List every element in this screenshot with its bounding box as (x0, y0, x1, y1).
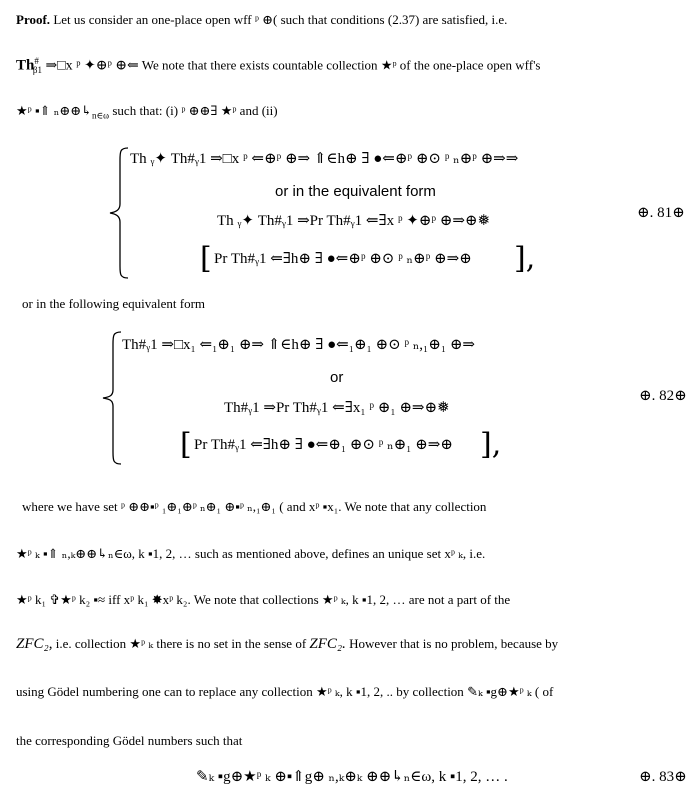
formula: ZFC₂, (16, 636, 53, 652)
formula: ★ᵖ ₖ (129, 636, 154, 651)
eq282-row4: Pr Th#ᵧ1 ⇐∃h⊕ ∃ ●⇐⊕₁ ⊕⊙ ᵖ ₙ⊕₁ ⊕⇒⊕ (194, 437, 453, 453)
equation-number-282: ⊕. 82⊕ (639, 388, 687, 404)
proof-line-1: Proof. Let us consider an one-place open wff ᵖ ⊕( such that conditions (2.37) are satisfied, i.e. (16, 12, 508, 27)
formula: ✎ₖ ▪g⊕★ᵖ ₖ ( (467, 684, 540, 699)
formula: ★ᵖ ₖ, k ▪1, 2, .. (315, 684, 394, 699)
bracket-close-281: ], (514, 241, 536, 276)
formula: ★ᵖ ₖ ▪⇑ ₙ,ₖ⊕⊕↳ₙ∈ω, k ▪1, 2, … (16, 546, 192, 561)
proof-label: Proof. (16, 12, 51, 27)
eq281-row4: Pr Th#ᵧ1 ⇐∃h⊕ ∃ ●⇐⊕ᵖ ⊕⊙ ᵖ ₙ⊕ᵖ ⊕⇒⊕ (214, 251, 472, 267)
eq281-row3: Th ᵧ✦ Th#ᵧ1 ⇒Pr Th#ᵧ1 ⇐∃x ᵖ ✦⊕ᵖ ⊕⇒⊕❅ (217, 213, 491, 229)
bracket-open-282: [ (180, 427, 192, 462)
body-line-4: ZFC₂, i.e. collection ★ᵖ ₖ there is no set in the sense of ZFC₂. However that is no problem, because by (16, 636, 559, 652)
formula: xᵖ ▪x₁ (308, 499, 339, 514)
formula: ZFC₂. (309, 636, 346, 652)
eq282-row1: Th#ᵧ1 ⇒□x₁ ⇐₁⊕₁ ⊕⇒ ⇑∈h⊕ ∃ ●⇐₁⊕₁ ⊕⊙ ᵖ ₙ,₁⊕₁ ⊕⇒ (122, 337, 475, 353)
formula: ★ᵖ k₁ ✞★ᵖ k₂ ▪≈ (16, 592, 106, 607)
formula: ★ᵖ (380, 57, 397, 73)
proof-line-3: ★ᵖ ▪⇑ $_n\oplus\oplus↳_{n\in\omega}$ such that: (i) ᵖ ⊕⊕∃ ★ᵖ and (ii) (16, 103, 278, 121)
proof-line-2: $Th^{\#}_{\beta 1}$ ⇒□x ᵖ ✦⊕ᵖ ⊕⇐ We note that there exists countable collection ★ᵖ of the one-place open wff's (16, 56, 541, 75)
eq282-row2: or (330, 369, 344, 386)
body-line-3: ★ᵖ k₁ ✞★ᵖ k₂ ▪≈ iff xᵖ k₁ ✸xᵖ k₂. We note that collections ★ᵖ ₖ, k ▪1, 2, … are not a part of the (16, 592, 511, 607)
body-line-2: ★ᵖ ₖ ▪⇑ ₙ,ₖ⊕⊕↳ₙ∈ω, k ▪1, 2, … such as mentioned above, defines an unique set xᵖ ₖ, i.e. (16, 546, 486, 561)
bracket-close-282: ], (480, 427, 502, 462)
formula: ᵖ ⊕⊕▪ᵖ ₁⊕₁⊕ᵖ ₙ⊕₁ ⊕▪ᵖ ₙ,₁⊕₁ ( (120, 499, 284, 514)
formula: ᵖ ⊕( (254, 12, 278, 27)
formula: Th (16, 57, 35, 74)
connector-text: or in the following equivalent form (22, 296, 206, 311)
body-line-6: the corresponding Gödel numbers such that (16, 733, 243, 748)
formula: xᵖ k₁ ✸xᵖ k₂. (123, 592, 191, 607)
bracket-open-281: [ (200, 241, 212, 276)
left-brace-282 (101, 330, 123, 466)
eq283-body: ✎ₖ ▪g⊕★ᵖ ₖ ⊕▪⇑g⊕ ₙ,ₖ⊕ₖ ⊕⊕↳ₙ∈ω, k ▪1, 2, … . (196, 769, 508, 785)
formula: ★ᵖ ₖ, k ▪1, 2, … (321, 592, 406, 607)
equation-number-283: ⊕. 83⊕ (639, 769, 687, 785)
eq281-row1: Th ᵧ✦ Th#ᵧ1 ⇒□x ᵖ ⇐⊕ᵖ ⊕⇒ ⇑∈h⊕ ∃ ●⇐⊕ᵖ ⊕⊙ ᵖ ₙ⊕ᵖ ⊕⇒⇒ (130, 151, 519, 167)
equation-number-281: ⊕. 81⊕ (637, 205, 685, 221)
formula: xᵖ ₖ, (444, 546, 467, 561)
body-line-5: using Gödel numbering one can to replace any collection ★ᵖ ₖ, k ▪1, 2, .. by collection ✎ₖ ▪g⊕★ᵖ ₖ ( of (16, 684, 554, 699)
formula: ᵖ ⊕⊕∃ ★ᵖ (181, 103, 237, 118)
eq281-row2: or in the equivalent form (275, 183, 436, 200)
formula: ★ᵖ ▪⇑ ₙ⊕⊕↳ (16, 103, 93, 118)
eq282-row3: Th#ᵧ1 ⇒Pr Th#ᵧ1 ⇐∃x₁ ᵖ ⊕₁ ⊕⇒⊕❅ (224, 400, 450, 416)
body-line-1: where we have set ᵖ ⊕⊕▪ᵖ ₁⊕₁⊕ᵖ ₙ⊕₁ ⊕▪ᵖ ₙ,₁⊕₁ ( and xᵖ ▪x₁. We note that any collection (22, 499, 487, 514)
left-brace-281 (108, 146, 130, 280)
